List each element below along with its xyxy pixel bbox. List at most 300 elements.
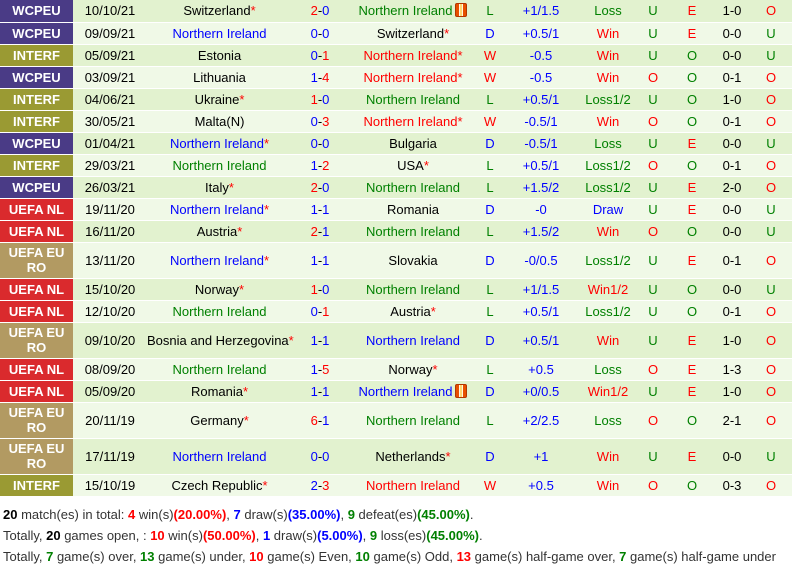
away-team-cell (348, 322, 478, 358)
home-away-star: * (444, 25, 450, 41)
halftime-overunder-letter: O (750, 322, 792, 358)
home-score: 1 (310, 91, 318, 107)
team-name[interactable]: Switzerland (376, 25, 445, 41)
handicap-result: Win (580, 220, 636, 242)
fulltime-score (292, 358, 348, 380)
team-name[interactable]: Austria (390, 303, 431, 319)
halftime-overunder-letter: U (750, 132, 792, 154)
match-date: 29/03/21 (73, 154, 147, 176)
away-team-cell (348, 44, 478, 66)
table-row (0, 220, 792, 242)
table-row (0, 0, 792, 22)
score-dash: - (317, 303, 323, 319)
result-letter: D (478, 322, 502, 358)
away-score: 0 (322, 91, 330, 107)
away-score: 1 (322, 201, 330, 217)
competition-badge[interactable]: UEFA NL (0, 380, 73, 402)
competition-badge[interactable]: UEFA EURO (0, 438, 73, 474)
summary-segment: 13 (140, 548, 155, 564)
result-letter: L (478, 358, 502, 380)
away-team-cell (348, 66, 478, 88)
table-row (0, 198, 792, 220)
overunder-letter: O (636, 154, 670, 176)
summary-section (0, 497, 792, 567)
handicap-line: +0.5/1 (502, 154, 580, 176)
fulltime-score (292, 402, 348, 438)
home-team-cell (147, 110, 292, 132)
competition-badge[interactable]: WCPEU (0, 176, 73, 198)
summary-segment: loss(es) (377, 527, 427, 543)
evenodd-letter: E (670, 380, 714, 402)
handicap-result: Loss (580, 132, 636, 154)
summary-segment: game(s) half-game over, (471, 548, 620, 564)
away-team-cell (348, 402, 478, 438)
overunder-letter: U (636, 438, 670, 474)
halftime-score: 0-0 (714, 220, 750, 242)
score-dash: - (317, 91, 323, 107)
overunder-letter: U (636, 242, 670, 278)
summary-segment: , (255, 527, 263, 543)
summary-segment: (45.00%) (417, 506, 470, 522)
halftime-score: 0-0 (714, 44, 750, 66)
score-dash: - (317, 69, 323, 85)
team-name[interactable]: Northern Ireland (366, 179, 460, 195)
halftime-score: 0-1 (714, 110, 750, 132)
halftime-score: 0-0 (714, 198, 750, 220)
home-score: 2 (310, 223, 318, 239)
halftime-overunder-letter: O (750, 66, 792, 88)
evenodd-letter: E (670, 242, 714, 278)
home-score: 1 (310, 332, 318, 348)
evenodd-letter: O (670, 88, 714, 110)
table-row (0, 322, 792, 358)
team-name[interactable]: Northern Ireland (172, 157, 267, 173)
handicap-line: -0.5 (502, 66, 580, 88)
halftime-overunder-letter: O (750, 380, 792, 402)
team-name[interactable]: Lithuania (193, 69, 246, 85)
fulltime-score (292, 278, 348, 300)
away-score: 0 (322, 25, 330, 41)
home-away-star: * (228, 179, 234, 195)
fulltime-score (292, 176, 348, 198)
competition-badge[interactable]: INTERF (0, 44, 73, 66)
match-date: 15/10/20 (73, 278, 147, 300)
home-team-cell (147, 300, 292, 322)
home-team-cell (147, 358, 292, 380)
halftime-score: 0-0 (714, 278, 750, 300)
match-date: 01/04/21 (73, 132, 147, 154)
away-score: 4 (322, 69, 330, 85)
fulltime-score (292, 322, 348, 358)
away-team-cell (348, 0, 478, 22)
team-name[interactable]: Northern Ireland (366, 332, 460, 348)
away-score: 3 (322, 477, 330, 493)
match-date: 13/11/20 (73, 242, 147, 278)
result-letter: W (478, 110, 502, 132)
competition-badge[interactable]: UEFA NL (0, 220, 73, 242)
home-away-star: * (445, 448, 451, 464)
overunder-letter: U (636, 278, 670, 300)
handicap-line: -0.5/1 (502, 110, 580, 132)
handicap-result: Draw (580, 198, 636, 220)
team-name[interactable]: Northern Ireland (169, 135, 264, 151)
away-score: 0 (322, 448, 330, 464)
halftime-overunder-letter: O (750, 176, 792, 198)
away-team-cell (348, 358, 478, 380)
result-letter: D (478, 22, 502, 44)
summary-segment: 1 (262, 527, 271, 543)
home-team-cell (147, 438, 292, 474)
evenodd-letter: O (670, 474, 714, 496)
away-team-cell (348, 110, 478, 132)
home-score: 1 (310, 281, 318, 297)
home-team-cell (147, 242, 292, 278)
summary-segment: game(s) half-game under (626, 548, 776, 564)
halftime-overunder-letter: O (750, 474, 792, 496)
summary-segment: 20 (46, 527, 61, 543)
home-away-star: * (239, 91, 245, 107)
score-dash: - (317, 3, 323, 19)
score-dash: - (317, 361, 323, 377)
table-row (0, 22, 792, 44)
halftime-overunder-letter: U (750, 198, 792, 220)
overunder-letter: U (636, 198, 670, 220)
handicap-line: +0.5 (502, 358, 580, 380)
away-team-cell (348, 88, 478, 110)
team-name[interactable]: Northern Ireland (366, 281, 460, 297)
away-team-cell (348, 22, 478, 44)
team-name[interactable]: Ukraine (194, 91, 240, 107)
halftime-overunder-letter: U (750, 22, 792, 44)
away-team-cell (348, 198, 478, 220)
team-name[interactable]: Northern Ireland (363, 69, 458, 85)
overunder-letter: U (636, 300, 670, 322)
home-away-star: * (457, 69, 463, 85)
halftime-overunder-letter: O (750, 154, 792, 176)
evenodd-letter: E (670, 176, 714, 198)
fulltime-score (292, 154, 348, 176)
handicap-line: +1.5/2 (502, 176, 580, 198)
table-row (0, 402, 792, 438)
away-score: 0 (322, 281, 330, 297)
summary-segment: games open, : (60, 527, 151, 543)
home-away-star: * (242, 383, 249, 399)
team-name[interactable]: Bulgaria (389, 135, 437, 151)
summary-line (3, 504, 788, 525)
handicap-result: Win (580, 438, 636, 474)
handicap-result: Loss (580, 402, 636, 438)
home-team-cell (147, 380, 292, 402)
home-team-cell (147, 22, 292, 44)
team-name[interactable]: Austria (196, 223, 238, 239)
home-team-cell (147, 0, 292, 22)
team-name[interactable]: Northern Ireland (366, 91, 460, 107)
home-away-star: * (243, 412, 249, 428)
summary-segment: (50.00%) (202, 527, 256, 543)
result-letter: D (478, 132, 502, 154)
home-team-cell (147, 278, 292, 300)
competition-badge[interactable]: WCPEU (0, 22, 73, 44)
summary-segment: 9 (347, 506, 355, 522)
fulltime-score (292, 474, 348, 496)
team-name[interactable]: Malta(N) (194, 113, 245, 129)
team-name[interactable]: Northern Ireland (172, 361, 267, 377)
competition-badge[interactable]: INTERF (0, 88, 73, 110)
home-away-star: * (457, 47, 463, 63)
handicap-result: Loss (580, 358, 636, 380)
match-date: 05/09/21 (73, 44, 147, 66)
result-letter: W (478, 44, 502, 66)
home-team-cell (147, 132, 292, 154)
away-score: 2 (322, 157, 330, 173)
competition-badge[interactable]: WCPEU (0, 66, 73, 88)
summary-segment: 4 (128, 506, 136, 522)
table-row (0, 358, 792, 380)
away-score: 1 (322, 332, 330, 348)
halftime-overunder-letter: O (750, 110, 792, 132)
handicap-line: +2/2.5 (502, 402, 580, 438)
competition-badge[interactable]: UEFA EURO (0, 322, 73, 358)
evenodd-letter: O (670, 66, 714, 88)
halftime-score: 0-1 (714, 66, 750, 88)
fulltime-score (292, 132, 348, 154)
team-name[interactable]: Romania (386, 201, 440, 217)
score-dash: - (317, 252, 323, 268)
match-date: 16/11/20 (73, 220, 147, 242)
competition-badge[interactable]: INTERF (0, 110, 73, 132)
handicap-line: +0.5/1 (502, 322, 580, 358)
score-dash: - (317, 448, 323, 464)
fulltime-score (292, 0, 348, 22)
evenodd-letter: O (670, 154, 714, 176)
summary-segment: 9 (369, 527, 378, 543)
table-row (0, 132, 792, 154)
handicap-result: Win (580, 44, 636, 66)
fulltime-score (292, 110, 348, 132)
score-dash: - (317, 135, 323, 151)
match-date: 03/09/21 (73, 66, 147, 88)
handicap-result: Win (580, 322, 636, 358)
overunder-letter: U (636, 0, 670, 22)
home-away-star: * (432, 361, 438, 377)
competition-badge[interactable]: UEFA NL (0, 300, 73, 322)
team-name[interactable]: Netherlands (375, 448, 446, 464)
home-score: 1 (310, 361, 318, 377)
halftime-score: 1-3 (714, 358, 750, 380)
score-dash: - (317, 201, 323, 217)
score-dash: - (317, 157, 323, 173)
match-date: 19/11/20 (73, 198, 147, 220)
summary-segment: Totally, (3, 548, 47, 564)
competition-badge[interactable]: INTERF (0, 474, 73, 496)
competition-badge[interactable]: WCPEU (0, 132, 73, 154)
score-dash: - (317, 383, 323, 399)
halftime-score: 0-3 (714, 474, 750, 496)
summary-segment: 20 (3, 506, 18, 522)
evenodd-letter: O (670, 110, 714, 132)
home-score: 0 (310, 448, 318, 464)
summary-segment: game(s) over, (53, 548, 141, 564)
summary-line (3, 546, 788, 567)
team-name[interactable]: Northern Ireland (169, 201, 264, 217)
handicap-result: Loss1/2 (580, 300, 636, 322)
home-team-cell (147, 154, 292, 176)
result-letter: L (478, 154, 502, 176)
team-name[interactable]: Northern Ireland (366, 412, 460, 428)
table-row (0, 66, 792, 88)
away-team-cell (348, 438, 478, 474)
handicap-result: Win (580, 66, 636, 88)
team-name[interactable]: Northern Ireland (366, 223, 460, 239)
table-row (0, 110, 792, 132)
match-date: 15/10/19 (73, 474, 147, 496)
competition-badge[interactable]: UEFA NL (0, 278, 73, 300)
halftime-overunder-letter: O (750, 300, 792, 322)
halftime-score: 0-0 (714, 438, 750, 474)
away-team-cell (348, 242, 478, 278)
home-team-cell (147, 88, 292, 110)
handicap-line: -0/0.5 (502, 242, 580, 278)
overunder-letter: U (636, 176, 670, 198)
summary-segment: 7 (46, 548, 54, 564)
fulltime-score (292, 438, 348, 474)
home-score: 0 (310, 113, 318, 129)
result-letter: L (478, 278, 502, 300)
competition-badge[interactable]: UEFA NL (0, 198, 73, 220)
home-team-cell (147, 220, 292, 242)
summary-segment: game(s) Odd, (369, 548, 457, 564)
halftime-overunder-letter: O (750, 242, 792, 278)
handicap-result: Win (580, 110, 636, 132)
handicap-result: Loss1/2 (580, 242, 636, 278)
home-away-star: * (237, 223, 243, 239)
team-name[interactable]: Estonia (197, 47, 242, 63)
summary-segment: win(s) (164, 527, 203, 543)
away-score: 1 (322, 412, 330, 428)
competition-badge[interactable]: UEFA NL (0, 358, 73, 380)
fulltime-score (292, 300, 348, 322)
result-letter: L (478, 402, 502, 438)
home-team-cell (147, 44, 292, 66)
home-score: 2 (310, 3, 318, 19)
result-letter: L (478, 300, 502, 322)
overunder-letter: U (636, 22, 670, 44)
team-name[interactable]: Italy (205, 179, 229, 195)
home-score: 1 (310, 252, 318, 268)
team-name[interactable]: Northern Ireland (358, 3, 453, 19)
summary-segment: , (340, 506, 348, 522)
team-name[interactable]: Northern Ireland (172, 448, 267, 464)
handicap-line: +0.5/1 (502, 88, 580, 110)
result-letter: L (478, 0, 502, 22)
evenodd-letter: O (670, 44, 714, 66)
handicap-line: +0/0.5 (502, 380, 580, 402)
handicap-result: Loss1/2 (580, 176, 636, 198)
halftime-score: 0-1 (714, 154, 750, 176)
score-dash: - (317, 179, 323, 195)
team-name[interactable]: Slovakia (388, 252, 438, 268)
home-team-cell (147, 66, 292, 88)
team-name[interactable]: Bosnia and Herzegovina (147, 332, 289, 348)
fulltime-score (292, 380, 348, 402)
team-name[interactable]: Northern Ireland (172, 25, 267, 41)
team-name[interactable]: Romania (190, 383, 243, 399)
home-team-cell (147, 474, 292, 496)
match-date: 26/03/21 (73, 176, 147, 198)
evenodd-letter: O (670, 300, 714, 322)
summary-segment: (20.00%) (173, 506, 227, 522)
competition-badge[interactable]: UEFA EURO (0, 242, 73, 278)
home-score: 6 (310, 412, 318, 428)
away-score: 3 (322, 113, 330, 129)
team-name[interactable]: Northern Ireland (363, 113, 458, 129)
score-dash: - (317, 47, 323, 63)
away-score: 0 (322, 179, 330, 195)
summary-segment: game(s) Even, (263, 548, 356, 564)
handicap-line: +0.5/1 (502, 300, 580, 322)
team-name[interactable]: Northern Ireland (172, 303, 267, 319)
match-date: 17/11/19 (73, 438, 147, 474)
home-away-star: * (457, 113, 463, 129)
team-name[interactable]: Norway (388, 361, 433, 377)
summary-segment: win(s) (135, 506, 174, 522)
halftime-score: 1-0 (714, 88, 750, 110)
away-team-cell (348, 154, 478, 176)
home-team-cell (147, 198, 292, 220)
team-name[interactable]: Germany (190, 412, 244, 428)
overunder-letter: O (636, 358, 670, 380)
halftime-overunder-letter: U (750, 220, 792, 242)
overunder-letter: O (636, 66, 670, 88)
team-name[interactable]: Northern Ireland (169, 252, 264, 268)
score-dash: - (317, 412, 323, 428)
handicap-line: -0.5/1 (502, 132, 580, 154)
evenodd-letter: E (670, 322, 714, 358)
team-name[interactable]: Northern Ireland (358, 383, 453, 399)
team-name[interactable]: Czech Republic (171, 477, 263, 493)
home-away-star: * (263, 135, 269, 151)
team-name[interactable]: Northern Ireland (363, 47, 458, 63)
team-name[interactable]: Norway (194, 281, 239, 297)
summary-segment: 7 (619, 548, 627, 564)
handicap-line: +0.5 (502, 474, 580, 496)
result-letter: L (478, 220, 502, 242)
overunder-letter: O (636, 220, 670, 242)
team-name[interactable]: Switzerland (183, 3, 251, 19)
match-date: 04/06/21 (73, 88, 147, 110)
team-name[interactable]: USA (397, 157, 424, 173)
score-dash: - (317, 281, 323, 297)
team-name[interactable]: Northern Ireland (366, 477, 460, 493)
halftime-score: 2-0 (714, 176, 750, 198)
match-date: 09/09/21 (73, 22, 147, 44)
away-team-cell (348, 300, 478, 322)
home-score: 1 (310, 157, 318, 173)
competition-badge[interactable]: WCPEU (0, 0, 73, 22)
halftime-score: 1-0 (714, 380, 750, 402)
halftime-overunder-letter: U (750, 438, 792, 474)
table-row (0, 242, 792, 278)
competition-badge[interactable]: UEFA EURO (0, 402, 73, 438)
halftime-score: 1-0 (714, 0, 750, 22)
competition-badge[interactable]: INTERF (0, 154, 73, 176)
result-letter: L (478, 88, 502, 110)
away-score: 1 (322, 383, 330, 399)
home-away-star: * (250, 3, 256, 19)
handicap-line: +1/1.5 (502, 0, 580, 22)
match-date: 08/09/20 (73, 358, 147, 380)
overunder-letter: U (636, 88, 670, 110)
